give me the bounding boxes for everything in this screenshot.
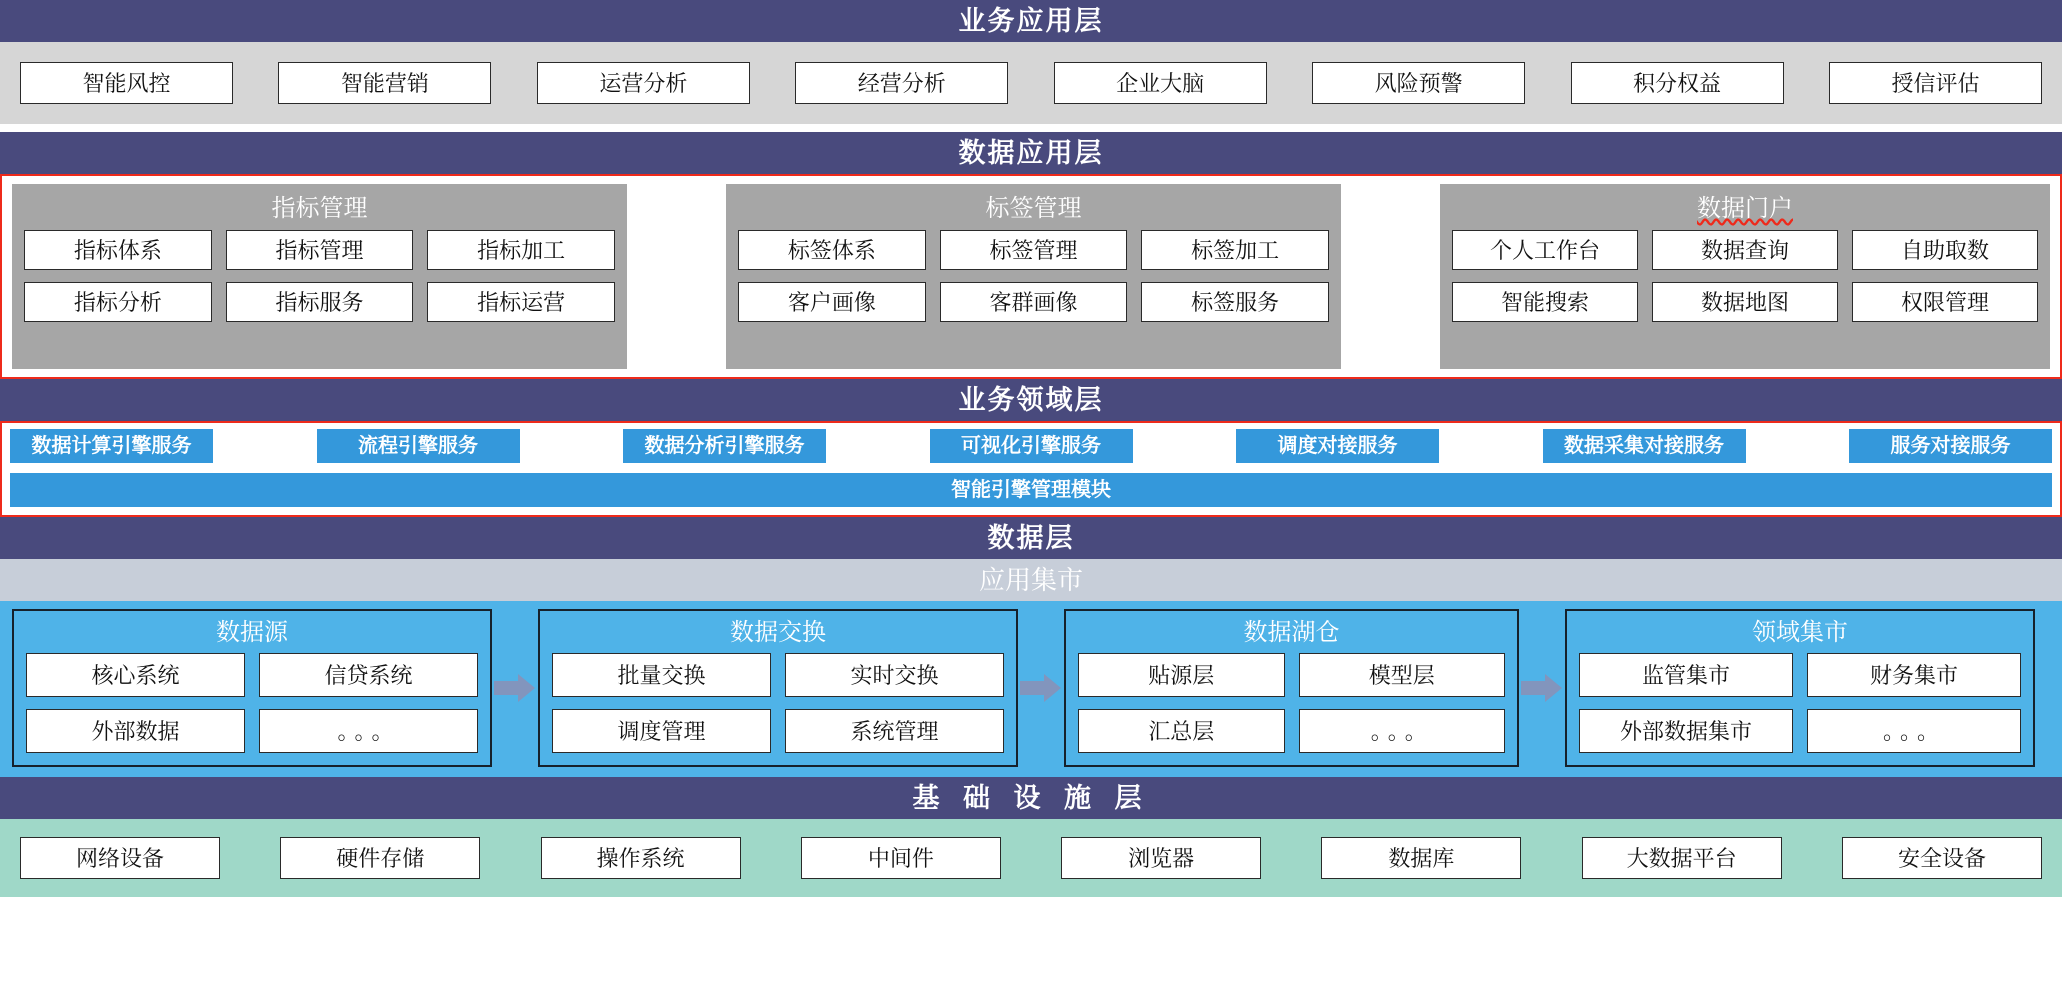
- indicator-item-operation[interactable]: 指标运营: [427, 282, 615, 322]
- engine-services-row: [10, 429, 2052, 463]
- pipeline-title-data-source: 数据源: [216, 619, 288, 646]
- tag-item-processing[interactable]: 标签加工: [1141, 230, 1329, 270]
- lakehouse-item-summary-layer[interactable]: 汇总层: [1078, 709, 1285, 753]
- indicator-item-analysis[interactable]: 指标分析: [24, 282, 212, 322]
- data-source-item-more[interactable]: 。。。: [259, 709, 478, 753]
- engine-service-scheduling-integration[interactable]: 调度对接服务: [1236, 429, 1439, 463]
- portal-item-intelligent-search[interactable]: 智能搜索: [1452, 282, 1638, 322]
- tag-item-system[interactable]: 标签体系: [738, 230, 926, 270]
- engine-service-data-compute[interactable]: 数据计算引擎服务: [10, 429, 213, 463]
- infra-item-security-device[interactable]: 安全设备: [1842, 837, 2042, 879]
- portal-item-permission-management[interactable]: 权限管理: [1852, 282, 2038, 322]
- spacer: [0, 124, 2062, 132]
- infra-item-big-data-platform[interactable]: 大数据平台: [1582, 837, 1782, 879]
- engine-service-data-collection-integration[interactable]: 数据采集对接服务: [1543, 429, 1746, 463]
- indicator-item-system[interactable]: 指标体系: [24, 230, 212, 270]
- lakehouse-item-ods-layer[interactable]: 贴源层: [1078, 653, 1285, 697]
- layer-title-business-domain: 业务领域层: [0, 379, 2062, 421]
- data-exchange-item-batch[interactable]: 批量交换: [552, 653, 771, 697]
- layer-business-domain: [0, 379, 2062, 517]
- data-portal-items: [1452, 230, 2038, 322]
- portal-item-personal-workbench[interactable]: 个人工作台: [1452, 230, 1638, 270]
- engine-service-service-integration[interactable]: 服务对接服务: [1849, 429, 2052, 463]
- domain-market-item-regulatory[interactable]: 监管集市: [1579, 653, 1793, 697]
- group-title-data-portal: 数据门户: [1697, 195, 1793, 222]
- flow-arrow-icon-2: [1018, 673, 1064, 703]
- infra-item-middleware[interactable]: 中间件: [801, 837, 1001, 879]
- portal-item-self-service-extraction[interactable]: 自助取数: [1852, 230, 2038, 270]
- indicator-management-items: [24, 230, 615, 322]
- engine-service-data-analysis[interactable]: 数据分析引擎服务: [623, 429, 826, 463]
- group-tag-management: [726, 184, 1341, 369]
- layer-title-data-application: 数据应用层: [0, 132, 2062, 174]
- data-lakehouse-items: [1078, 653, 1505, 753]
- layer-data: [0, 517, 2062, 777]
- intelligent-engine-management-module[interactable]: 智能引擎管理模块: [10, 473, 2052, 507]
- indicator-item-processing[interactable]: 指标加工: [427, 230, 615, 270]
- layer-business-application: [0, 0, 2062, 124]
- group-title-indicator-management: 指标管理: [271, 195, 368, 222]
- tag-management-items: [738, 230, 1329, 322]
- domain-market-item-finance[interactable]: 财务集市: [1807, 653, 2021, 697]
- data-source-item-core-system[interactable]: 核心系统: [26, 653, 245, 697]
- layer-title-infrastructure: 基 础 设 施 层: [0, 777, 2062, 819]
- app-item-credit-assessment[interactable]: 授信评估: [1829, 62, 2042, 104]
- data-application-groups: [0, 174, 2062, 379]
- tag-item-customer-group-profile[interactable]: 客群画像: [940, 282, 1128, 322]
- app-item-management-analysis[interactable]: 经营分析: [795, 62, 1008, 104]
- app-item-intelligent-risk-control[interactable]: 智能风控: [20, 62, 233, 104]
- data-exchange-items: [552, 653, 1004, 753]
- app-item-enterprise-brain[interactable]: 企业大脑: [1054, 62, 1267, 104]
- app-item-intelligent-marketing[interactable]: 智能营销: [278, 62, 491, 104]
- pipeline-group-domain-market: [1565, 609, 2035, 767]
- data-exchange-item-realtime[interactable]: 实时交换: [785, 653, 1004, 697]
- infra-item-database[interactable]: 数据库: [1321, 837, 1521, 879]
- infra-item-network-device[interactable]: 网络设备: [20, 837, 220, 879]
- layer-title-data: 数据层: [0, 517, 2062, 559]
- pipeline-title-data-lakehouse: 数据湖仓: [1243, 619, 1340, 646]
- tag-item-service[interactable]: 标签服务: [1141, 282, 1329, 322]
- layer-infrastructure: [0, 777, 2062, 897]
- data-layer-body: [0, 559, 2062, 777]
- lakehouse-item-model-layer[interactable]: 模型层: [1299, 653, 1506, 697]
- engine-service-visualization[interactable]: 可视化引擎服务: [930, 429, 1133, 463]
- pipeline-title-data-exchange: 数据交换: [730, 619, 826, 646]
- app-item-risk-warning[interactable]: 风险预警: [1312, 62, 1525, 104]
- data-source-item-credit-system[interactable]: 信贷系统: [259, 653, 478, 697]
- indicator-item-management[interactable]: 指标管理: [226, 230, 414, 270]
- portal-item-data-map[interactable]: 数据地图: [1652, 282, 1838, 322]
- group-data-portal: [1440, 184, 2050, 369]
- data-exchange-item-system-management[interactable]: 系统管理: [785, 709, 1004, 753]
- flow-arrow-icon-1: [492, 673, 538, 703]
- domain-market-item-external-data[interactable]: 外部数据集市: [1579, 709, 1793, 753]
- portal-item-data-query[interactable]: 数据查询: [1652, 230, 1838, 270]
- layer-data-application: [0, 132, 2062, 379]
- flow-arrow-icon-3: [1519, 673, 1565, 703]
- layer-title-business-application: 业务应用层: [0, 0, 2062, 42]
- pipeline-group-data-lakehouse: [1064, 609, 1519, 767]
- indicator-item-service[interactable]: 指标服务: [226, 282, 414, 322]
- data-source-items: [26, 653, 478, 753]
- app-item-points-benefits[interactable]: 积分权益: [1571, 62, 1784, 104]
- engine-service-process[interactable]: 流程引擎服务: [317, 429, 520, 463]
- app-item-operation-analysis[interactable]: 运营分析: [537, 62, 750, 104]
- infrastructure-items: [0, 819, 2062, 897]
- business-application-items: [0, 42, 2062, 124]
- lakehouse-item-more[interactable]: 。。。: [1299, 709, 1506, 753]
- group-indicator-management: [12, 184, 627, 369]
- infra-item-hardware-storage[interactable]: 硬件存储: [280, 837, 480, 879]
- data-pipeline: [0, 601, 2062, 767]
- tag-item-customer-profile[interactable]: 客户画像: [738, 282, 926, 322]
- group-title-tag-management: 标签管理: [985, 195, 1082, 222]
- infra-item-operating-system[interactable]: 操作系统: [541, 837, 741, 879]
- data-exchange-item-scheduling[interactable]: 调度管理: [552, 709, 771, 753]
- domain-market-items: [1579, 653, 2021, 753]
- business-domain-body: [0, 421, 2062, 517]
- domain-market-item-more[interactable]: 。。。: [1807, 709, 2021, 753]
- data-source-item-external-data[interactable]: 外部数据: [26, 709, 245, 753]
- pipeline-group-data-exchange: [538, 609, 1018, 767]
- tag-item-management[interactable]: 标签管理: [940, 230, 1128, 270]
- application-market-bar: 应用集市: [0, 559, 2062, 601]
- pipeline-title-domain-market: 领域集市: [1752, 619, 1848, 646]
- pipeline-group-data-source: [12, 609, 492, 767]
- infra-item-browser[interactable]: 浏览器: [1061, 837, 1261, 879]
